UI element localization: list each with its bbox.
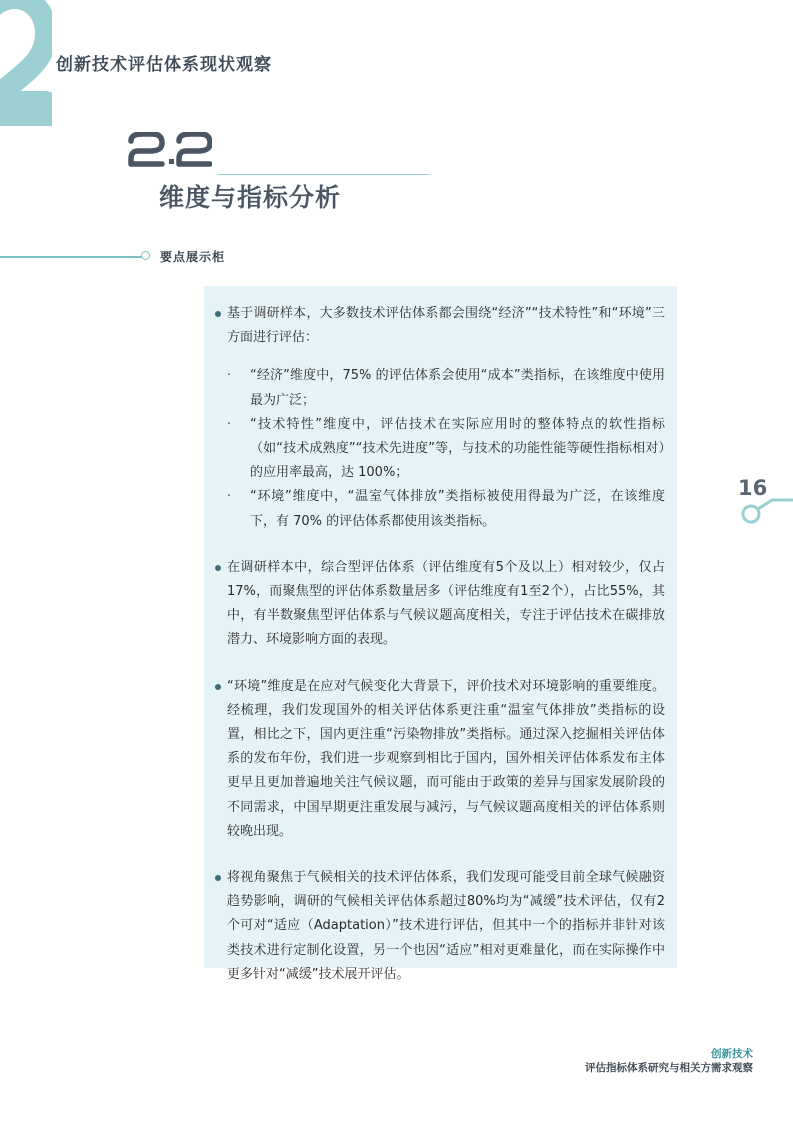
footer-subtitle: 评估指标体系研究与相关方需求观察 bbox=[585, 1062, 753, 1074]
sub-list-item bbox=[227, 485, 665, 533]
footer-title: 创新技术 bbox=[711, 1048, 753, 1060]
page-decoration-icon bbox=[738, 498, 793, 532]
paragraph-text: 将视角聚焦于气候相关的技术评估体系，我们发现可能受目前全球气候融资趋势影响，调研的气候相关评估体系超过80%均为“减缓”技术评估，仅有2个可对“适应（Adaptation）”技术进行评估，但其中一个的指标并非针对该类技术进行定制化设置，另一个也因“适应”相对更难量化，而在实际操作中更多针对“减缓”技术展开评估。 bbox=[227, 870, 665, 982]
section-rule bbox=[218, 174, 430, 175]
page-number: 16 bbox=[738, 476, 768, 500]
bullet-dot-icon bbox=[215, 565, 221, 571]
sub-list-item bbox=[227, 364, 665, 412]
chapter-number-mark bbox=[0, 0, 52, 130]
bullet-dot-icon bbox=[215, 684, 221, 690]
paragraph-text: 在调研样本中，综合型评估体系（评估维度有5个及以上）相对较少，仅占17%，而聚焦型的评估体系数量居多（评估维度有1至2个），占比55%，其中，有半数聚焦型评估体系与气候议题高度相关，专注于评估技术在碳排放潜力、环境影响方面的表现。 bbox=[227, 559, 665, 648]
paragraph-text: “环境”维度是在应对气候变化大背景下，评价技术对环境影响的重要维度。经梳理，我们发现国外的相关评估体系更注重“温室气体排放”类指标的设置，相比之下，国内更注重“污染物排放”类指标。通过深入挖掘相关评估体系的发布年份，我们进一步观察到相比于国内，国外相关评估体系发布主体更早且更加普遍地关注气候议题，而可能由于政策的差异与国家发展阶段的不同需求，中国早期更注重发展与减污，与气候议题高度相关的评估体系则较晚出现。 bbox=[227, 678, 665, 839]
sub-list-item bbox=[227, 413, 665, 486]
bullet-dot-icon bbox=[215, 875, 221, 881]
bullet-paragraph-4 bbox=[214, 866, 665, 987]
sub-bullet-icon: · bbox=[227, 489, 232, 505]
chapter-title: 创新技术评估体系现状观察 bbox=[56, 55, 272, 75]
keypoints-label: 要点展示柜 bbox=[160, 250, 226, 264]
sub-item-text: “技术特性”维度中，评估技术在实际应用时的整体特点的软性指标（如“技术成熟度”“技术先进度”等，与技术的功能性能等硬性指标相对）的应用率最高，达 100%； bbox=[250, 416, 665, 481]
keypoints-box bbox=[204, 286, 677, 982]
sub-item-text: “环境”维度中，“温室气体排放”类指标被使用得最为广泛，在该维度下，有 70% 的评估体系都使用该类指标。 bbox=[250, 489, 665, 529]
bullet-paragraph-2 bbox=[214, 556, 665, 653]
bullet-paragraph-3 bbox=[214, 675, 665, 844]
paragraph-text: 基于调研样本，大多数技术评估体系都会围绕“经济”“技术特性”和“环境”三方面进行评估： bbox=[227, 306, 665, 346]
keypoints-line bbox=[0, 256, 142, 258]
bullet-dot-icon bbox=[215, 311, 221, 317]
sub-item-text: “经济”维度中，75% 的评估体系会使用“成本”类指标，在该维度中使用最为广泛； bbox=[250, 368, 665, 408]
sub-bullet-icon: · bbox=[227, 416, 232, 432]
sub-list bbox=[227, 364, 665, 533]
section-number bbox=[128, 132, 212, 172]
bullet-paragraph-1 bbox=[214, 302, 665, 534]
section-title: 维度与指标分析 bbox=[159, 183, 342, 212]
sub-bullet-icon: · bbox=[227, 368, 232, 384]
keypoints-node-icon bbox=[141, 251, 150, 260]
